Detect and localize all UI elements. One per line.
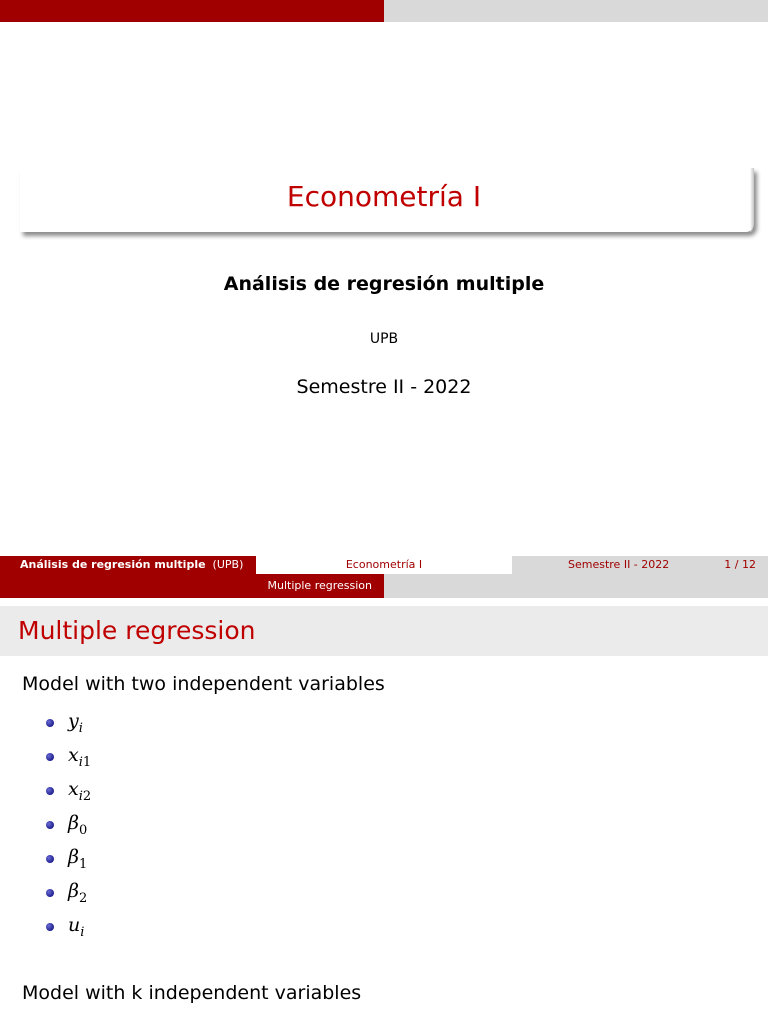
list-item — [46, 706, 91, 740]
list-item — [46, 910, 91, 944]
slide-date: Semestre II - 2022 — [296, 376, 472, 398]
list-item — [46, 842, 91, 876]
footer-page-number: 1 / 12 — [724, 558, 756, 571]
math-symbol: $x_{i1}$ — [68, 744, 92, 770]
intro-text-k: Model with k independent variables — [22, 982, 362, 1004]
list-item — [46, 740, 91, 774]
list-item — [46, 808, 91, 842]
footer-date: Semestre II - 2022 — [568, 558, 670, 571]
bullet-icon — [46, 821, 54, 829]
slide-author: UPB — [369, 331, 399, 347]
footer-center: Econometría I — [256, 556, 512, 574]
math-symbol: $\beta_2$ — [68, 880, 88, 906]
intro-text: Model with two independent variables — [22, 673, 385, 695]
math-symbol: $\beta_0$ — [68, 812, 88, 838]
footer-short-author: (UPB) — [212, 558, 244, 571]
frame-title: Multiple regression — [0, 606, 768, 656]
slide-footer — [0, 556, 768, 574]
footer-short-title: Análisis de regresión multiple — [20, 558, 206, 571]
slide-subtitle: Análisis de regresión multiple — [223, 273, 545, 295]
math-symbol: $y_i$ — [68, 710, 83, 736]
bullet-icon — [46, 855, 54, 863]
bullet-icon — [46, 889, 54, 897]
math-symbol: $\beta_1$ — [68, 846, 88, 872]
section-nav-gray — [384, 574, 768, 598]
top-decoration-bar — [0, 0, 768, 22]
math-symbol: $u_i$ — [68, 914, 85, 940]
list-item — [46, 774, 91, 808]
variable-list — [46, 706, 91, 944]
bullet-icon — [46, 787, 54, 795]
slide-title: Econometría I — [286, 180, 482, 213]
math-symbol: $x_{i2}$ — [68, 778, 92, 804]
footer-right — [512, 556, 768, 574]
bullet-icon — [46, 923, 54, 931]
bullet-icon — [46, 753, 54, 761]
footer-left — [0, 556, 256, 574]
list-item — [46, 876, 91, 910]
section-nav-link[interactable]: Multiple regression — [0, 574, 384, 598]
bullet-icon — [46, 719, 54, 727]
top-bar-red — [0, 0, 384, 22]
top-bar-gray — [384, 0, 768, 22]
section-nav-bar — [0, 574, 768, 598]
